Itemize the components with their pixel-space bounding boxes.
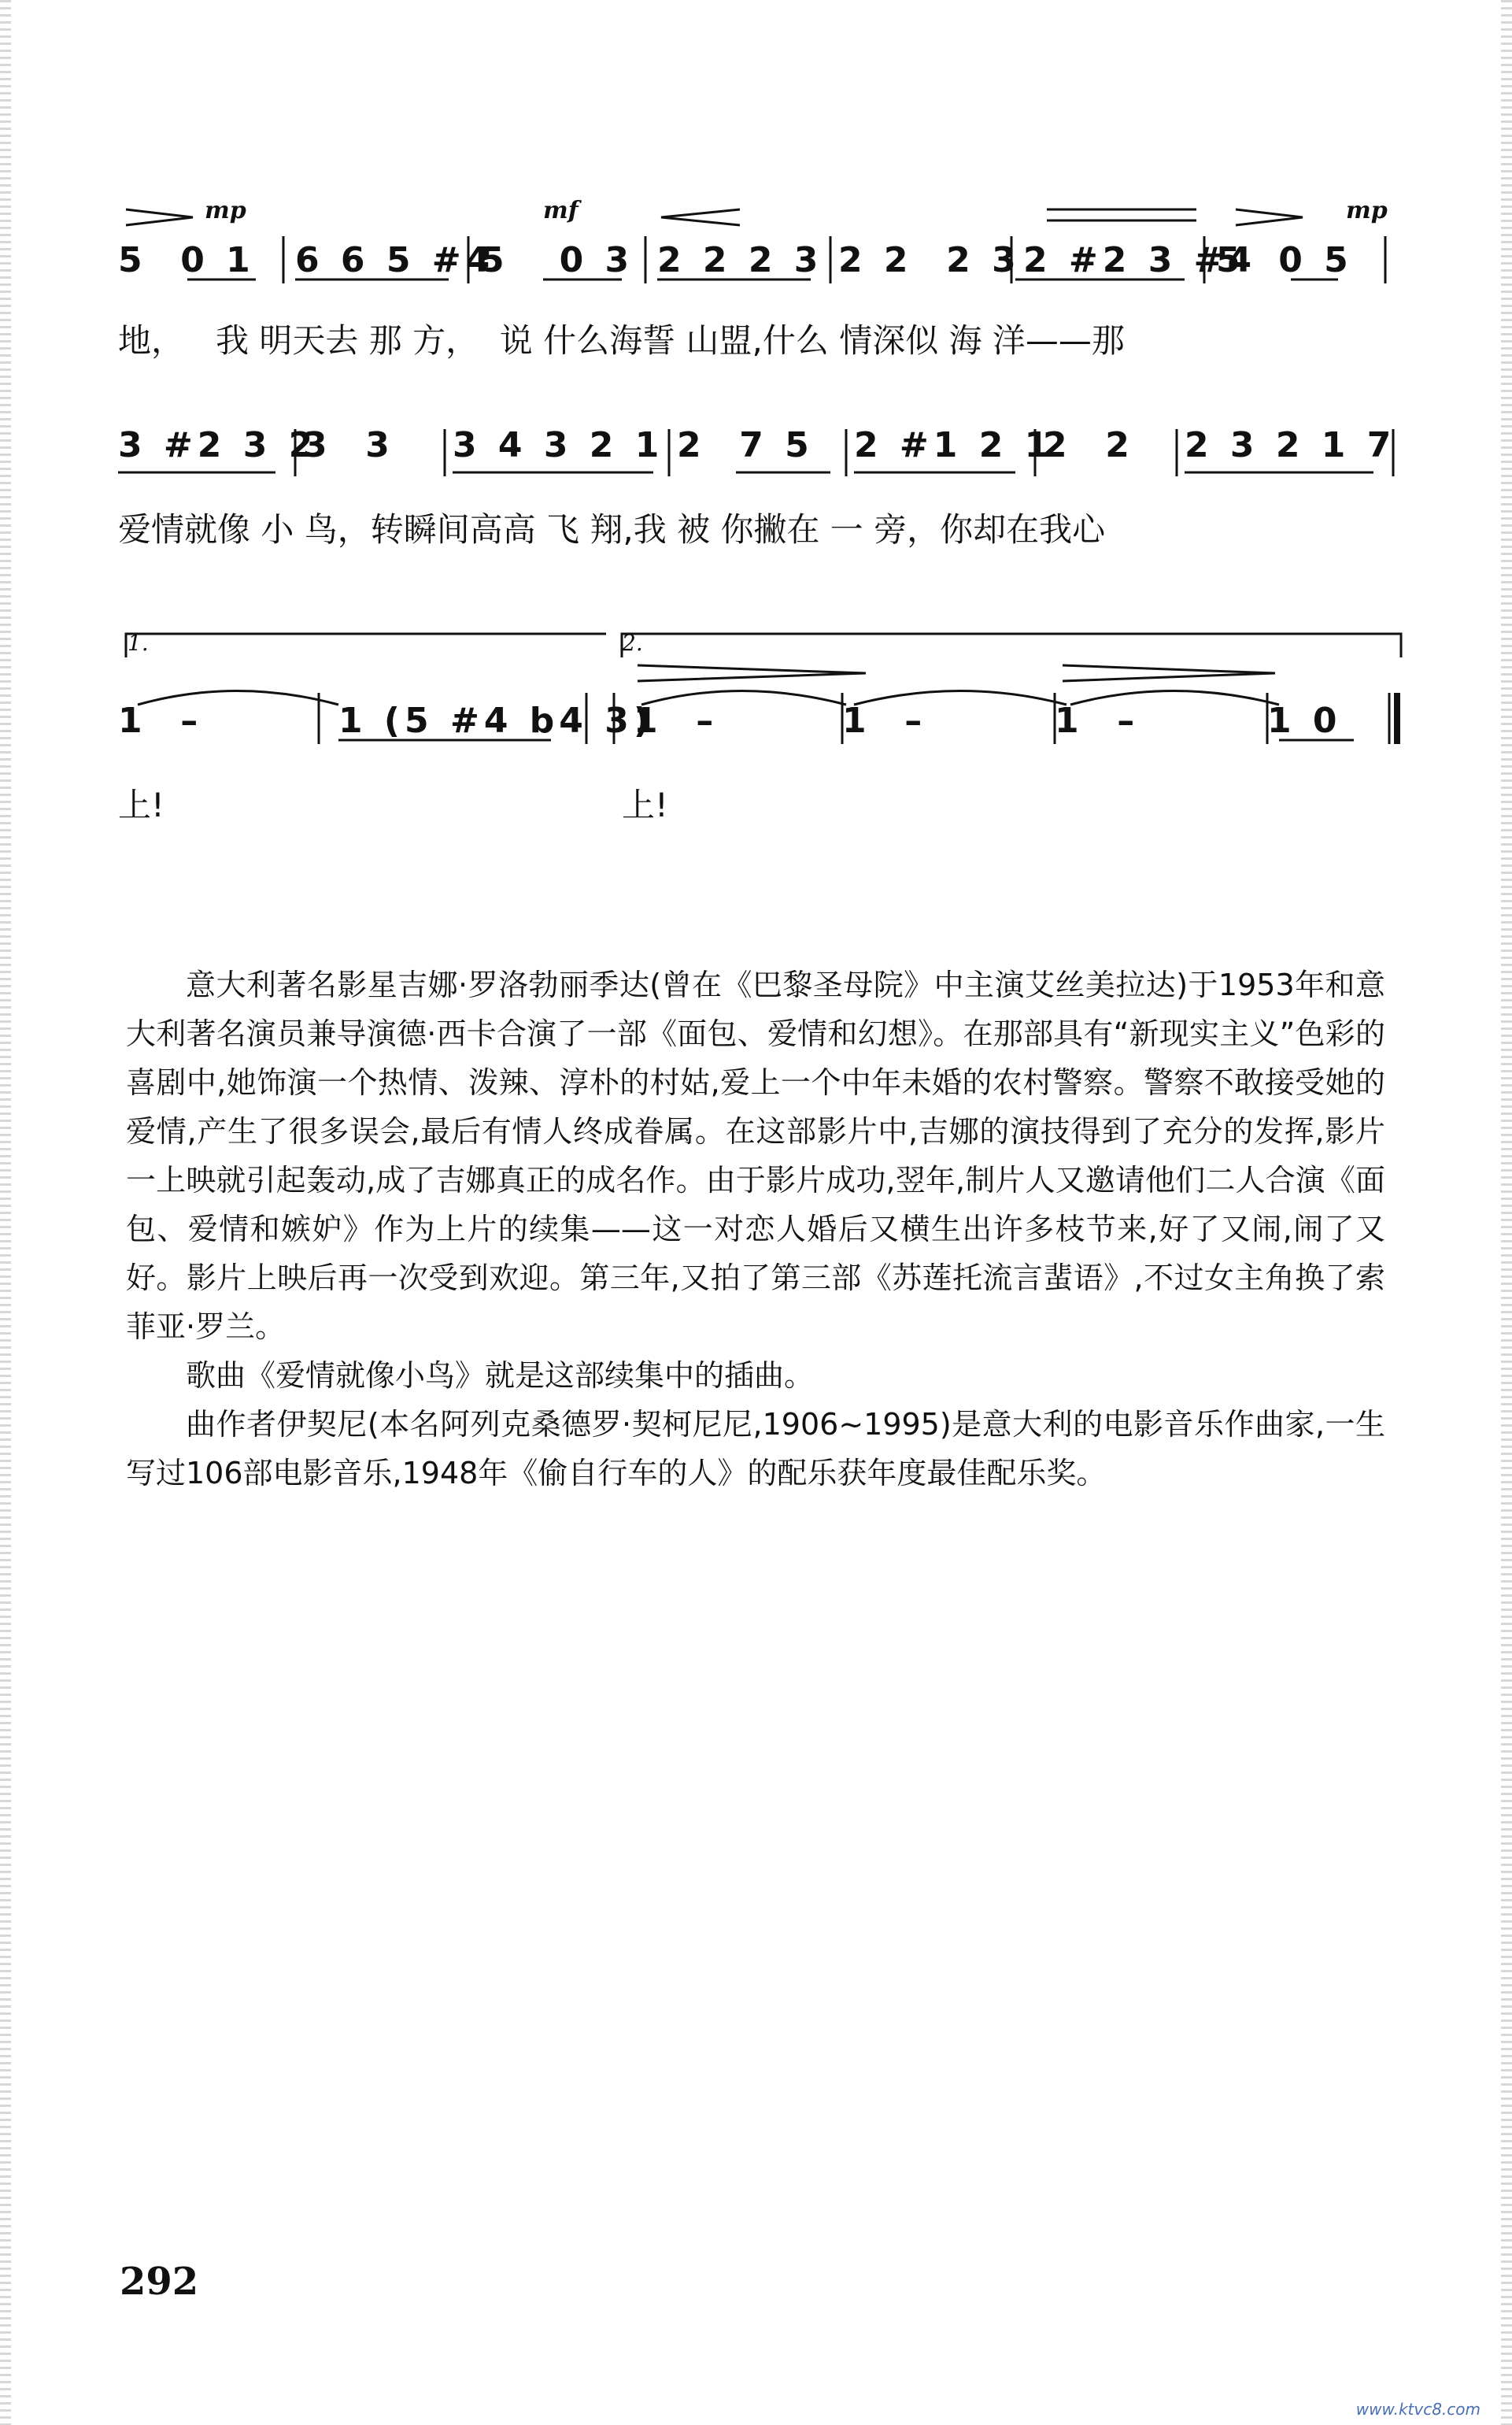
measure: 3 4 3 2 1 [453, 425, 664, 465]
measure: 2 #2 3 #4 [1023, 240, 1257, 280]
measure: 1 0 [1267, 701, 1342, 741]
decrescendo-hairpin [126, 209, 193, 225]
crescendo-hairpin [661, 209, 740, 225]
measure: 2 2 [1043, 425, 1134, 465]
measure: 5 0 1 [118, 240, 255, 280]
paragraph: 曲作者伊契尼(本名阿列克桑德罗·契柯尼尼,1906~1995)是意大利的电影音乐作曲家,一生写过106部电影音乐,1948年《偷自行车的人》的配乐获年度最佳配乐奖。 [126, 1407, 1385, 1490]
second-ending-label: 2. [622, 630, 643, 656]
dynamic-marking: mp [205, 197, 246, 224]
measure: 1 – [118, 701, 203, 741]
barlines [319, 693, 1389, 744]
article-text [126, 961, 1385, 1498]
site-watermark: www.ktvc8.com [1355, 2400, 1481, 2419]
lyrics-text: 上! [118, 786, 165, 824]
dynamic-marking: mf [543, 197, 579, 224]
paragraph: 意大利著名影星吉娜·罗洛勃丽季达(曾在《巴黎圣母院》中主演艾丝美拉达)于1953年和意大利著名演员兼导演德·西卡合演了一部《面包、爱情和幻想》。在那部具有“新现实主义”色彩的喜剧中,她饰演一个热情、泼辣、淳朴的村姑,爱上一个中年未婚的农村警察。警察不敢接受她的爱情,产生了很多误会,最后有情人终成眷属。在这部影片中,吉娜的演技得到了充分的发挥,影片一上映就引起轰动,成了吉娜真正的成名作。由于影片成功,翌年,制片人又邀请他们二人合演《面包、爱情和嫉妒》作为上片的续集——这一对恋人婚后又横生出许多枝节来,好了又闹,闹了又好。影片上映后再一次受到欢迎。第三年,又拍了第三部《苏莲托流言蜚语》,不过女主角换了索菲亚·罗兰。 [126, 968, 1385, 1344]
measure: 5 0 3 [480, 240, 634, 280]
measure: 1 – [1055, 701, 1140, 741]
first-ending-label: 1. [128, 630, 149, 656]
second-ending-bracket [622, 634, 1401, 657]
measure: 3 3 [303, 425, 394, 465]
measure: 2 2 2 3 [657, 240, 823, 280]
measure: 2 7 5 [677, 425, 814, 465]
hairpin-pair [1047, 209, 1196, 220]
measure: 2 #1 2 1 [854, 425, 1054, 465]
hairpin [1063, 665, 1275, 681]
measure: 2 3 2 1 7 [1185, 425, 1396, 465]
barlines [283, 236, 1385, 283]
hairpin [638, 665, 866, 681]
first-ending-bracket [126, 634, 606, 657]
paragraph: 歌曲《爱情就像小鸟》就是这部续集中的插曲。 [186, 1358, 815, 1393]
lyrics-text: 地， 我 明天去 那 方， 说 什么海誓 山盟,什么 情深似 海 洋——那 [118, 321, 1125, 360]
measure: 5 0 5 [1216, 240, 1353, 280]
decrescendo-hairpin [1236, 209, 1303, 225]
measure: 6 6 5 #4 [295, 240, 495, 280]
lyrics-text: 上! [622, 786, 668, 824]
measure: 1 – [634, 701, 719, 741]
measure: 3 #2 3 2 [118, 425, 318, 465]
ties [138, 691, 1279, 705]
page-number: 292 [120, 2260, 199, 2304]
measure: 1 (5 #4 b4 3) [338, 701, 654, 741]
measure: 2 2 2 3 [838, 240, 1021, 280]
barlines [295, 429, 1393, 476]
measure: 1 – [842, 701, 927, 741]
dynamic-marking: mp [1346, 197, 1388, 224]
lyrics-text: 爱情就像 小 鸟，转瞬间高高 飞 翔,我 被 你撇在 一 旁，你却在我心 [118, 510, 1106, 549]
